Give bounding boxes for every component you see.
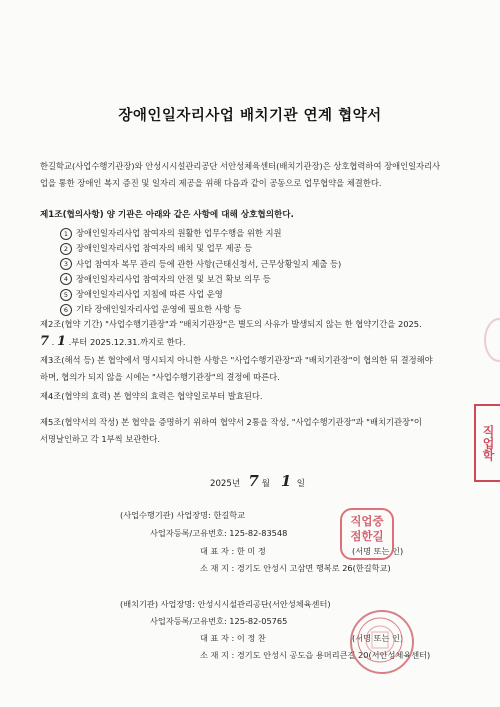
- item-number: 4: [60, 273, 72, 285]
- item-text: 사업 참여자 복무 관리 등에 관한 사항(근태신청서, 근무상황일지 제출 등): [76, 258, 342, 269]
- handwritten-day: 1: [56, 334, 67, 349]
- party2-reg-number: 사업자등록/고유번호: 125-82-05765: [150, 616, 288, 626]
- item-number: 5: [60, 289, 72, 301]
- list-item: [60, 287, 341, 302]
- party2-address: 소 재 지 : 경기도 안성시 공도읍 용머리큰길 20(서안성체육센터): [200, 650, 431, 660]
- item-text: 장애인일자리사업 참여자의 배치 및 업무 제공 등: [76, 243, 253, 254]
- intro-paragraph: [40, 158, 464, 192]
- article-3-line-2: 하며, 협의가 되지 않을 시에는 "사업수행기관장"의 결정에 따른다.: [40, 372, 280, 382]
- date-day-unit: 일: [296, 479, 306, 489]
- seal-text: 직업중점한길: [350, 514, 384, 543]
- party2-sign-note: (서명 또는 인): [352, 633, 404, 643]
- document-title: 장애인일자리사업 배치기관 연계 협약서: [118, 108, 382, 124]
- item-number: 1: [60, 228, 72, 240]
- item-number: 6: [60, 304, 72, 316]
- article-3-line-1: 제3조(해석 등) 본 협약에서 명시되지 아니한 사항은 "사업수행기관장"과 "배치기관장"이 협의한 뒤 결정해야: [40, 355, 433, 365]
- party2-official-seal: [350, 610, 414, 674]
- article-5-line-1: 제5조(협약서의 작성) 본 협약을 증명하기 위하여 협약서 2통을 작성, "사업수행기관장"과 "배치기관장"이: [40, 417, 422, 427]
- item-text: 장애인일자리사업 참여자의 원활한 업무수행을 위한 지원: [76, 228, 282, 238]
- article-2-line-1: 제2조(협약 기간) "사업수행기관장"과 "배치기관장"은 별도의 사유가 발생되지 않는 한 협약기간을 2025.: [40, 319, 422, 329]
- intro-line-2: 업을 통한 장애인 복지 증진 및 일자리 제공을 위해 다음과 같이 공동으로 업무협약을 체결한다.: [40, 178, 382, 188]
- agreement-date: [210, 472, 305, 490]
- date-month-unit: 월: [261, 479, 270, 489]
- article-2-suffix: .부터 2025.12.31.까지로 한다.: [68, 337, 186, 347]
- article-1-items: [60, 226, 341, 318]
- party1-address: 소 재 지 : 경기도 안성시 고삼면 행복로 26(한길학교): [200, 563, 391, 573]
- edge-seal-stamp: 직업학: [474, 404, 500, 482]
- party1-representative: 대 표 자 : 한 미 정: [200, 546, 266, 556]
- article-4: [40, 388, 464, 405]
- date-month-handwritten: 7: [248, 472, 259, 490]
- intro-line-1: 한길학교(사업수행기관장)와 안성시시설관리공단 서안성체육센터(배치기관장)은 상호협력하여 장애인일자리사: [40, 161, 441, 171]
- article-4-line: 제4조(협약의 효력) 본 협약의 효력은 협약일로부터 발효된다.: [40, 391, 263, 401]
- article-5-line-2: 서명날인하고 각 1부씩 보관한다.: [40, 434, 161, 444]
- edge-seal-faint-top: [484, 318, 500, 362]
- item-number: 2: [60, 243, 72, 255]
- article-2: [40, 316, 464, 351]
- date-year: 2025년: [210, 479, 241, 489]
- item-text: 기타 장애인일자리사업 운영에 필요한 사항 등: [76, 304, 242, 315]
- party2-representative: 대 표 자 : 이 정 찬: [200, 633, 266, 643]
- list-item: [60, 226, 341, 241]
- list-item: [60, 272, 341, 287]
- party1-company-seal: [340, 508, 394, 560]
- party1-sign-note: (서명 또는 인): [352, 546, 404, 556]
- article-1-heading: 제1조(협의사항) 양 기관은 아래와 같은 사항에 대해 상호협의한다.: [40, 210, 294, 220]
- item-number: 3: [60, 258, 72, 270]
- list-item: [60, 241, 341, 256]
- party1-header: (사업수행기관) 사업장명: 한길학교: [120, 510, 246, 520]
- party1-reg-number: 사업자등록/고유번호: 125-82-83548: [150, 528, 288, 538]
- date-day-handwritten: 1: [280, 472, 292, 490]
- item-text: 장애인일자리사업 참여자의 안전 및 보건 확보 의무 등: [76, 273, 271, 284]
- article-2-line-2: 7 . 1 .부터 2025.12.31.까지로 한다.: [40, 334, 186, 349]
- party2-header: (배치기관) 사업장명: 안성시시설관리공단(서안성체육센터): [120, 599, 331, 609]
- article-3: [40, 352, 464, 386]
- article-5: [40, 414, 464, 448]
- party2-seal-graphic: [350, 610, 410, 670]
- handwritten-month: 7: [40, 334, 50, 349]
- list-item: [60, 257, 341, 272]
- item-text: 장애인일자리사업 지침에 따른 사업 운영: [76, 289, 223, 300]
